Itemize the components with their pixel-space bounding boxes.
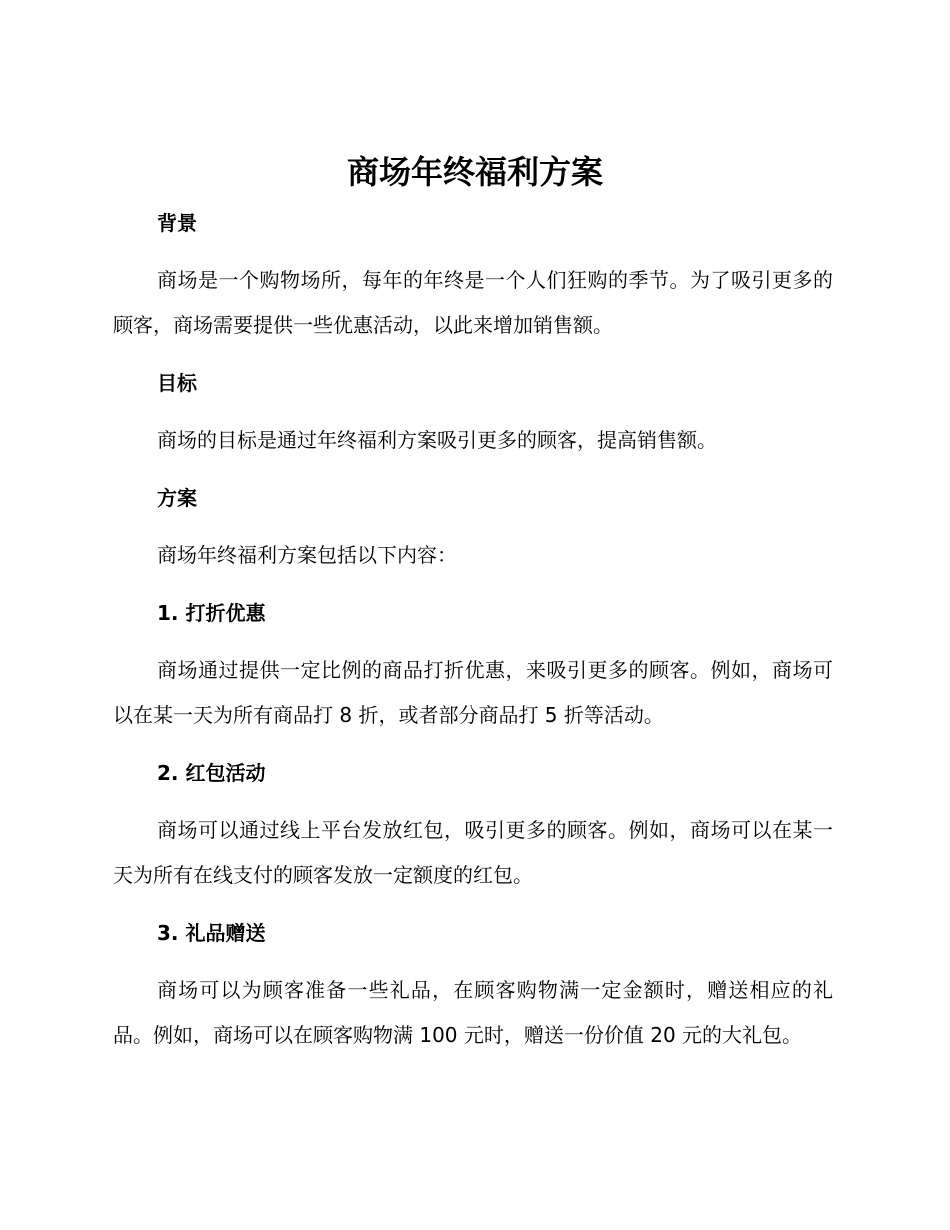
section-text-gift: 商场可以为顾客准备一些礼品，在顾客购物满一定金额时，赠送相应的礼品。例如，商场可以在顾客购物满 100 元时，赠送一份价值 20 元的大礼包。 (113, 978, 833, 1047)
section-text-goal: 商场的目标是通过年终福利方案吸引更多的顾客，提高销售额。 (157, 428, 717, 452)
section-text-discount: 商场通过提供一定比例的商品打折优惠，来吸引更多的顾客。例如，商场可以在某一天为所有商品打 8 折，或者部分商品打 5 折等活动。 (113, 658, 833, 727)
section-heading-plan: 方案 (157, 486, 197, 510)
section-heading-discount: 1. 打折优惠 (157, 601, 266, 625)
section-text-background: 商场是一个购物场所，每年的年终是一个人们狂购的季节。为了吸引更多的顾客，商场需要提供一些优惠活动，以此来增加销售额。 (113, 268, 833, 337)
document-title: 商场年终福利方案 (346, 153, 603, 191)
document-body (113, 200, 833, 1058)
section-text-plan: 商场年终福利方案包括以下内容： (157, 543, 457, 567)
section-heading-gift: 3. 礼品赠送 (157, 921, 266, 945)
section-text-red-packet: 商场可以通过线上平台发放红包，吸引更多的顾客。例如，商场可以在某一天为所有在线支付的顾客发放一定额度的红包。 (113, 818, 833, 887)
section-heading-goal: 目标 (157, 371, 197, 395)
section-heading-background: 背景 (157, 211, 197, 235)
section-heading-red-packet: 2. 红包活动 (157, 761, 266, 785)
